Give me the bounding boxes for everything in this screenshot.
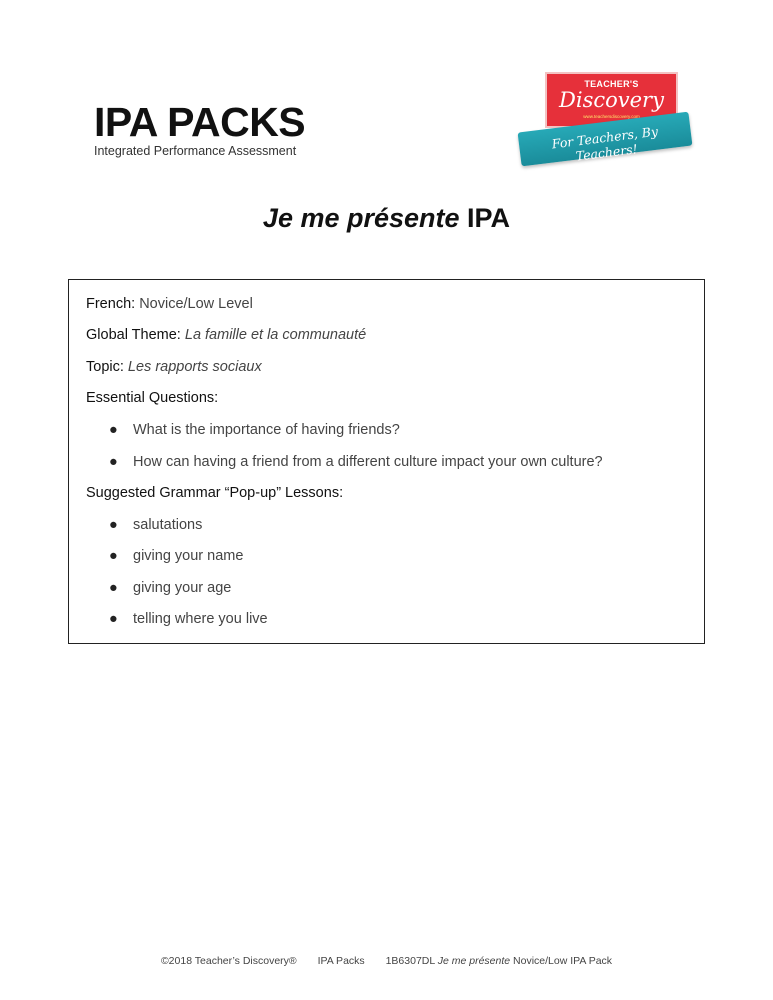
essential-questions-label: Essential Questions: xyxy=(86,390,219,406)
bullet-icon: ● xyxy=(109,517,118,533)
theme-label: Global Theme: xyxy=(86,327,181,343)
teachers-discovery-logo xyxy=(515,72,695,172)
theme-value: La famille et la communauté xyxy=(184,327,367,343)
bullet-icon: ● xyxy=(109,454,118,470)
footer-product xyxy=(386,955,612,967)
brand-title: IPA PACKS xyxy=(94,99,306,145)
page-title-italic: Je me présente xyxy=(262,203,460,233)
question-text: What is the importance of having friends? xyxy=(133,422,400,438)
page-title xyxy=(0,203,773,234)
footer-product-italic: Je me présente xyxy=(437,955,511,967)
logo-url-text: www.teachersdiscovery.com xyxy=(583,114,640,119)
brand-header xyxy=(94,100,305,158)
grammar-item-text: giving your age xyxy=(133,580,232,596)
logo-top-text: TEACHER'S xyxy=(584,79,639,89)
question-text: How can having a friend from a different culture impact your own culture? xyxy=(133,454,603,470)
french-value: Novice/Low Level xyxy=(139,296,253,312)
page-footer xyxy=(0,955,773,967)
grammar-item-text: telling where you live xyxy=(133,611,268,627)
list-item xyxy=(109,454,603,470)
topic-value: Les rapports sociaux xyxy=(127,359,262,375)
topic-label: Topic: xyxy=(86,359,124,375)
list-item xyxy=(109,611,268,627)
page-title-regular: IPA xyxy=(467,203,511,233)
global-theme-row xyxy=(86,327,366,343)
logo-main-text: Discovery xyxy=(559,88,664,112)
brand-subtitle: Integrated Performance Assessment xyxy=(94,144,297,158)
grammar-item-text: giving your name xyxy=(133,548,244,564)
bullet-icon: ● xyxy=(109,611,118,627)
footer-product-rest: Novice/Low IPA Pack xyxy=(513,955,613,967)
footer-code: 1B6307DL xyxy=(385,955,435,967)
logo-ribbon-text: For Teachers, By Teachers! xyxy=(550,123,659,164)
bullet-icon: ● xyxy=(109,580,118,596)
list-item xyxy=(109,422,400,438)
topic-row xyxy=(86,359,262,375)
list-item xyxy=(109,517,202,533)
grammar-item-text: salutations xyxy=(133,517,203,533)
bullet-icon: ● xyxy=(109,422,118,438)
list-item xyxy=(109,580,231,596)
list-item xyxy=(109,548,243,564)
bullet-icon: ● xyxy=(109,548,118,564)
french-level-row xyxy=(86,296,253,312)
footer-copyright: ©2018 Teacher’s Discovery® xyxy=(160,955,297,967)
grammar-lessons-label: Suggested Grammar “Pop-up” Lessons: xyxy=(86,485,344,501)
assessment-info-box xyxy=(68,279,705,644)
footer-series: IPA Packs xyxy=(317,955,365,967)
french-label: French: xyxy=(86,296,136,312)
